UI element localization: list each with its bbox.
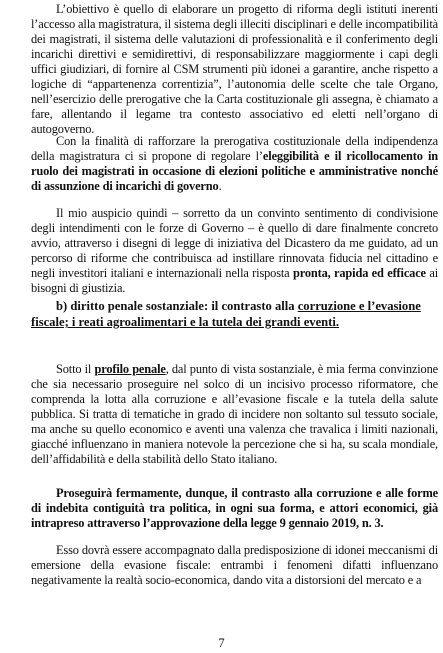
paragraph-text: , dal punto di vista sostanziale, è mia ferma convinzione che sia necessario proseguire nel solco di un incisivo processo riformatore, che comprenda la lotta alla corruzione e all’evasione fiscale e la tutela della salute pubblica. Si tratta di tematiche in grado di incidere non soltanto sul tessuto sociale, ma anche su quello economico e aventi una valenza che travalica i limiti nazionali, giacché influenzano in maniera notevole la percezione che si ha, su scala mondiale, dell’affidabilità e della stabilità dello Stato italiano. — [31, 362, 438, 466]
heading-underlined-text: corruzione e l’evasione fiscale; i reati agroalimentari e la tutela dei grandi eventi. — [31, 299, 421, 329]
paragraph-auspice — [31, 206, 438, 296]
paragraph-tax-evasion — [31, 543, 438, 588]
bold-text: pronta, rapida ed efficace — [292, 266, 426, 280]
paragraph-text: L’obiettivo è quello di elaborare un progetto di riforma degli istituti inerenti l’accesso alla magistratura, il sistema degli illeciti disciplinari e delle incompatibilità dei magistrati, il sistema delle valutazioni di professionalità e il conferimento degli incarichi direttivi e semidirettivi, di responsabilizzare maggiormente i capi degli uffici giudiziari, di fornire al CSM strumenti più idonei a garantire, anche rispetto a logiche di “appartenenza correntizia”, l’autonomia delle scelte che tale Organo, nell’esercizio delle prerogative che la Carta costituzionale gli assegna, è chiamato a fare, allentando il legame tra contesto associativo ed eletti nell’organo di autogoverno. — [31, 2, 438, 136]
paragraph-judicial-independence — [31, 134, 438, 194]
paragraph-text: ai bisogni di giustizia. — [31, 266, 439, 295]
paragraph-text: . — [218, 179, 222, 193]
section-heading — [31, 298, 441, 330]
paragraph-text: Con la finalità di rafforzare la prerogativa costituzionale della indipendenza della magistratura ci si propone di regolare l’ — [31, 134, 438, 163]
paragraph-text: Esso dovrà essere accompagnato dalla predisposizione di idonei meccanismi di emersione della evasione fiscale: entrambi i fenomeni difatti influenzano negativamente la realtà socio-economica, dando vita a distorsioni del mercato e a — [31, 543, 438, 587]
paragraph-text: Sotto il — [56, 362, 95, 376]
paragraph-reform-objective — [31, 2, 438, 137]
bold-text: eleggibilità e il ricollocamento in ruolo dei magistrati in occasione di elezioni politiche e amministrative nonché di assunzione di incarichi di governo — [31, 149, 438, 193]
bold-text: Proseguirà fermamente, dunque, il contrasto alla corruzione e alle forme di indebita contiguità tra politica, in ogni sua forma, e attori economici, già intrapreso attraverso l’approvazione della legge 9 gennaio 2019, n. 3. — [31, 486, 438, 530]
page-number: 7 — [218, 636, 225, 650]
paragraph-criminal-profile — [31, 362, 438, 467]
paragraph-text: Il mio auspicio quindi – sorretto da un convinto sentimento di condivisione degli intendimenti con le forze di Governo – è quello di dare finalmente concreto avvio, attraverso i disegni di legge di iniziativa del Dicastero da me guidato, ad un percorso di riforme che contribuisca ad instillare rinnovata fiducia nel cittadino e negli investitori italiani e internazionali nella risposta — [31, 206, 438, 280]
paragraph-anti-corruption — [31, 486, 438, 531]
underlined-bold-text: profilo penale — [94, 362, 166, 376]
heading-text: b) diritto penale sostanziale: il contrasto alla — [56, 299, 298, 313]
